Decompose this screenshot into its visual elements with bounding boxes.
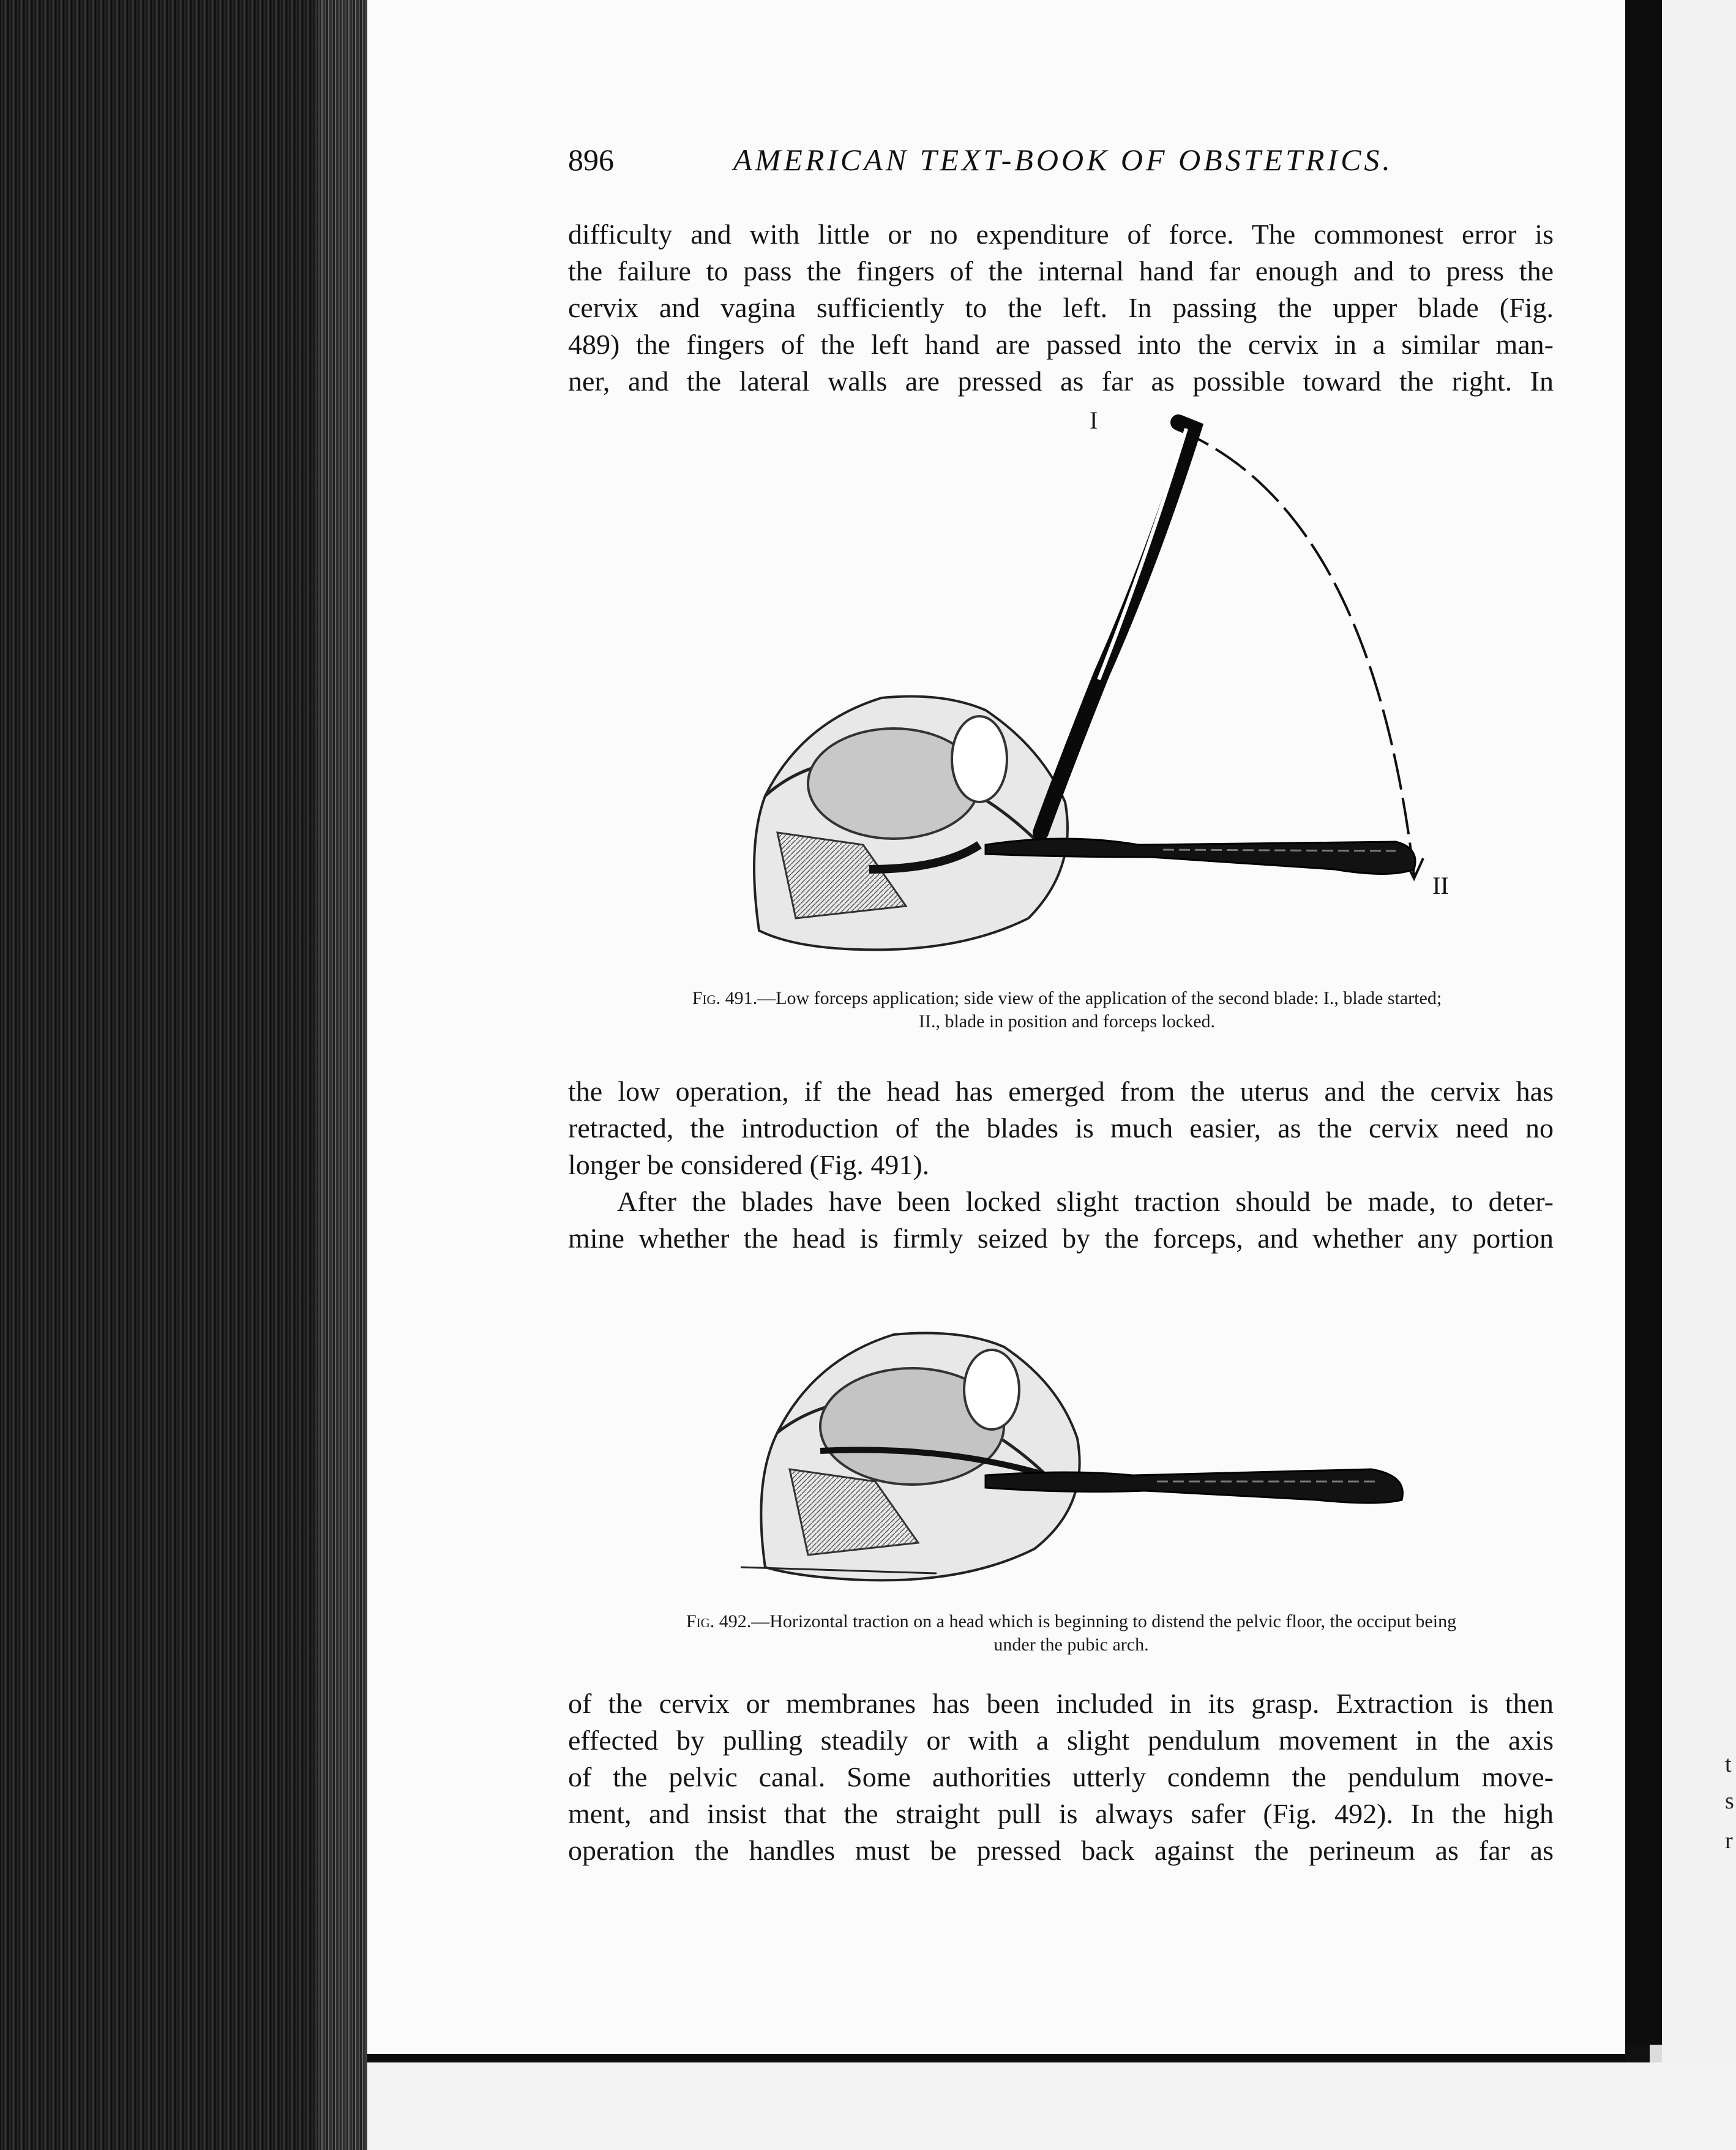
text-line: the low operation, if the head has emerged from the uterus and the cervix has [568, 1076, 1554, 1107]
running-title: AMERICAN TEXT-BOOK OF OBSTETRICS. [733, 143, 1393, 177]
text-line: retracted, the introduction of the blades is much easier, as the cervix need no [568, 1112, 1554, 1144]
text-line: cervix and vagina sufficiently to the left. In passing the upper blade (Fig. [568, 292, 1554, 323]
figure-492-illustration [728, 1273, 1432, 1592]
blade-path-arc [1175, 429, 1414, 875]
figure-491-illustration [722, 404, 1494, 967]
adjacent-page-letter: s [1725, 1788, 1734, 1814]
text-line: operation the handles must be pressed back against the perineum as far as [568, 1835, 1554, 1866]
label-position-II: II [1432, 872, 1449, 899]
text-line: of the cervix or membranes has been included in its grasp. Extraction is then [568, 1688, 1554, 1719]
caption-line: II., blade in position and forceps locked. [918, 1011, 1216, 1032]
caption-label: Fig. 491. [692, 988, 758, 1008]
text-line: effected by pulling steadily or with a slight pendulum movement in the axis [568, 1725, 1554, 1756]
caption-line: —Low forceps application; side view of the application of the second blade: I., blade started; [757, 988, 1442, 1008]
text-line: After the blades have been locked slight traction should be made, to deter- [617, 1186, 1554, 1217]
text-line: of the pelvic canal. Some authorities utterly condemn the pendulum move- [568, 1761, 1554, 1792]
book-spine-edge [0, 0, 373, 2150]
text-line: the failure to pass the fingers of the internal hand far enough and to press the [568, 255, 1554, 287]
page-number: 896 [568, 143, 614, 177]
text-line: 489) the fingers of the left hand are passed into the cervix in a similar man- [568, 329, 1554, 360]
adjacent-page-letter: t [1725, 1751, 1732, 1777]
label-position-I: I [1090, 406, 1098, 434]
text-line: longer be considered (Fig. 491). [568, 1149, 930, 1180]
text-line: mine whether the head is firmly seized by the forceps, and whether any portion [568, 1223, 1554, 1254]
figure-492-caption [575, 1610, 1567, 1657]
caption-line: under the pubic arch. [993, 1635, 1149, 1655]
running-header [568, 142, 1401, 185]
bladder [964, 1350, 1019, 1429]
scan-bottom-margin [367, 2062, 1736, 2150]
figure-491-caption [568, 987, 1566, 1033]
adjacent-page-edge [1625, 0, 1736, 2150]
text-line: ner, and the lateral walls are pressed as far as possible toward the right. In [568, 365, 1554, 397]
text-line: ment, and insist that the straight pull is always safer (Fig. 492). In the high [568, 1798, 1554, 1829]
adjacent-page-letter: r [1725, 1828, 1733, 1854]
bladder [952, 716, 1007, 802]
caption-line: —Horizontal traction on a head which is beginning to distend the pelvic floor, the occiput being [751, 1611, 1457, 1631]
caption-label: Fig. 492. [686, 1611, 752, 1631]
text-line: difficulty and with little or no expenditure of force. The commonest error is [568, 219, 1554, 250]
